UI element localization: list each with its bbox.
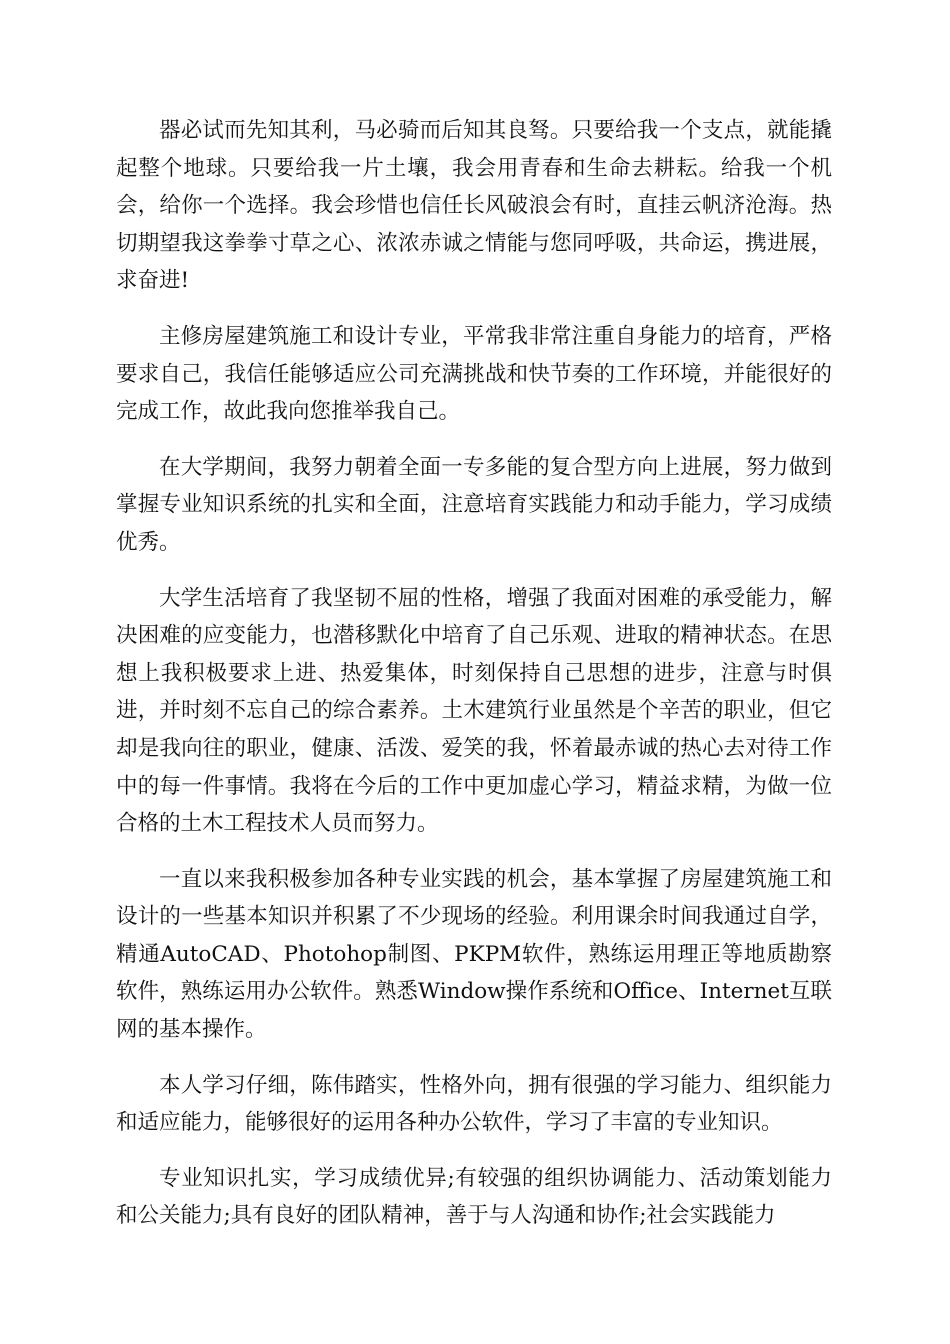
paragraph-6: 本人学习仔细，陈伟踏实，性格外向，拥有很强的学习能力、组织能力和适应能力，能够很好的运用各种办公软件，学习了丰富的专业知识。 [116,1072,832,1136]
paragraph-5: 一直以来我积极参加各种专业实践的机会，基本掌握了房屋建筑施工和设计的一些基本知识并积累了不少现场的经验。利用课余时间我通过自学，精通AutoCAD、Photohop制图、PKPM软件，熟练运用理正等地质勘察软件，熟练运用办公软件。熟悉Window操作系统和Office、Internet互联网的基本操作。 [116,866,832,1043]
paragraph-1: 器必试而先知其利，马必骑而后知其良驽。只要给我一个支点，就能撬起整个地球。只要给我一片土壤，我会用青春和生命去耕耘。给我一个机会，给你一个选择。我会珍惜也信任长风破浪会有时，直挂云帆济沧海。热切期望我这拳拳寸草之心、浓浓赤诚之情能与您同呼吸，共命运，携进展，求奋进! [116,118,832,294]
paragraph-4: 大学生活培育了我坚韧不屈的性格，增强了我面对困难的承受能力，解决困难的应变能力，也潜移默化中培育了自己乐观、进取的精神状态。在思想上我积极要求上进、热爱集体，时刻保持自己思想的进步，注意与时俱进，并时刻不忘自己的综合素养。土木建筑行业虽然是个辛苦的职业，但它却是我向往的职业，健康、活泼、爱笑的我，怀着最赤诚的热心去对待工作中的每一件事情。我将在今后的工作中更加虚心学习，精益求精，为做一位合格的土木工程技术人员而努力。 [116,585,832,837]
document-body [116,112,832,1253]
paragraph-3: 在大学期间，我努力朝着全面一专多能的复合型方向上进展，努力做到掌握专业知识系统的扎实和全面，注意培育实践能力和动手能力，学习成绩优秀。 [116,454,832,555]
paragraph-7: 专业知识扎实，学习成绩优异;有较强的组织协调能力、活动策划能力和公关能力;具有良好的团队精神，善于与人沟通和协作;社会实践能力 [116,1165,832,1229]
paragraph-2: 主修房屋建筑施工和设计专业，平常我非常注重自身能力的培育，严格要求自己，我信任能够适应公司充满挑战和快节奏的工作环境，并能很好的完成工作，故此我向您推举我自己。 [116,323,832,425]
